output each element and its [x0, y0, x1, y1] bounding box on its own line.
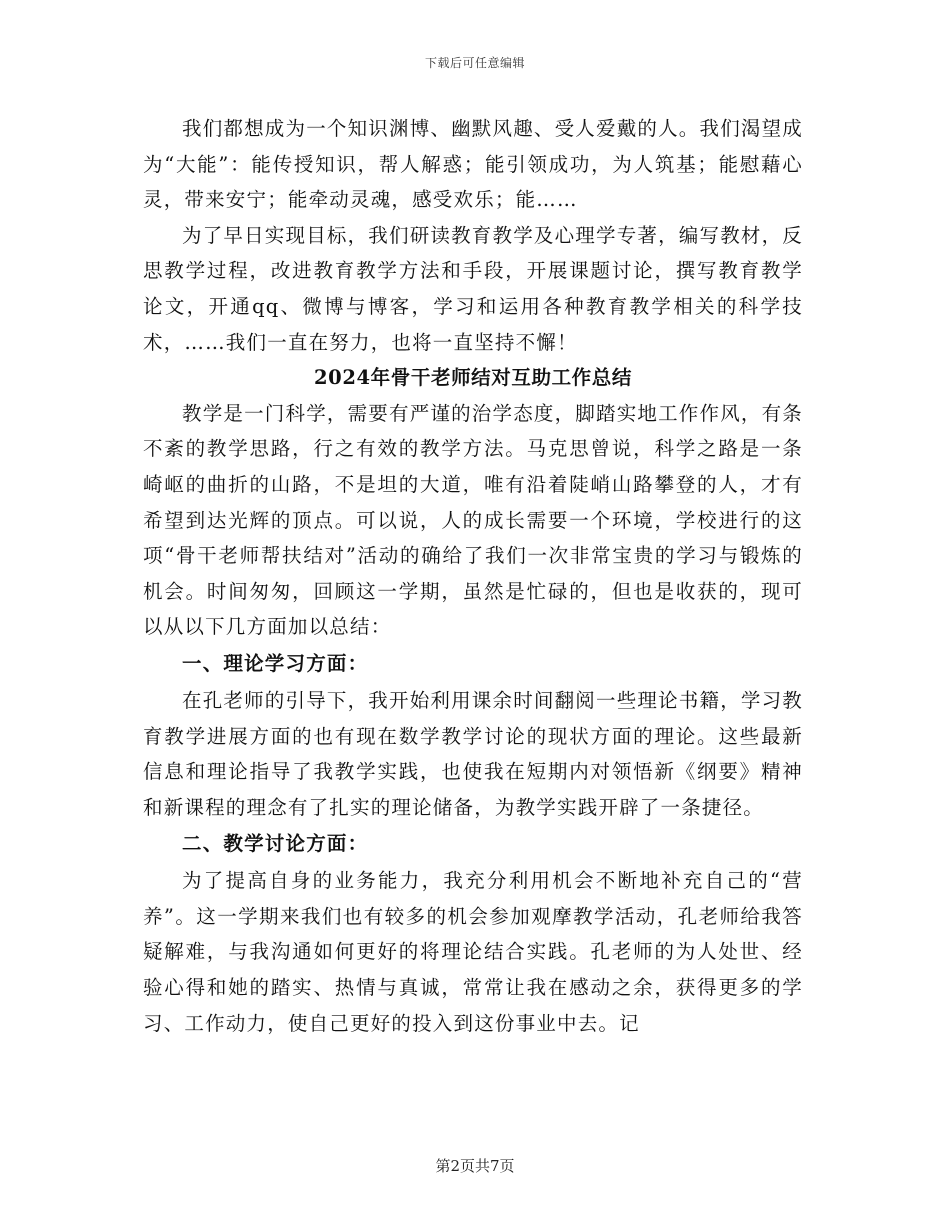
section-heading-teaching: 二、教学讨论方面：: [182, 832, 369, 856]
document-body: [143, 111, 803, 1041]
paragraph-efforts: 为了早日实现目标，我们研读教育教学及心理学专著，编写教材，反思教学过程，改进教育教学方法和手段，开展课题讨论，撰写教育教学论文，开通qq、微博与博客，学习和运用各种教育教学相关的科学技术，……我们一直在努力，也将一直坚持不懈！: [143, 223, 804, 354]
page-number: 第2页共7页: [435, 1157, 515, 1175]
paragraph-intro: 教学是一门科学，需要有严谨的治学态度，脚踏实地工作作风，有条不紊的教学思路，行之有效的教学方法。马克思曾说，科学之路是一条崎岖的曲折的山路，不是坦的大道，唯有沿着陡峭山路攀登的人，才有希望到达光辉的顶点。可以说，人的成长需要一个环境，学校进行的这项“骨干老师帮扶结对”活动的确给了我们一次非常宝贵的学习与锻炼的机会。时间匆匆，回顾这一学期，虽然是忙碌的，但也是收获的，现可以从以下几方面加以总结：: [143, 401, 804, 639]
document-title: 2024年骨干老师结对互助工作总结: [314, 366, 632, 390]
paragraph-aspiration: 我们都想成为一个知识渊博、幽默风趣、受人爱戴的人。我们渴望成为“大能”：能传授知识，帮人解惑；能引领成功，为人筑基；能慰藉心灵，带来安宁；能牵动灵魂，感受欢乐；能……: [143, 117, 804, 212]
page-header-note: 下载后可任意编辑: [424, 56, 525, 70]
paragraph-teaching: 为了提高自身的业务能力，我充分利用机会不断地补充自己的“营养”。这一学期来我们也有较多的机会参加观摩教学活动，孔老师给我答疑解难，与我沟通如何更好的将理论结合实践。孔老师的为人处世、经验心得和她的踏实、热情与真诚，常常让我在感动之余，获得更多的学习、工作动力，使自己更好的投入到这份事业中去。记: [143, 869, 803, 1035]
paragraph-theory: 在孔老师的引导下，我开始利用课余时间翻阅一些理论书籍，学习教育教学进展方面的也有现在数学教学讨论的现状方面的理论。这些最新信息和理论指导了我教学实践，也使我在短期内对领悟新《纲要》精神和新课程的理念有了扎实的理论储备，为教学实践开辟了一条捷径。: [143, 688, 804, 819]
section-heading-theory: 一、理论学习方面：: [182, 651, 369, 675]
